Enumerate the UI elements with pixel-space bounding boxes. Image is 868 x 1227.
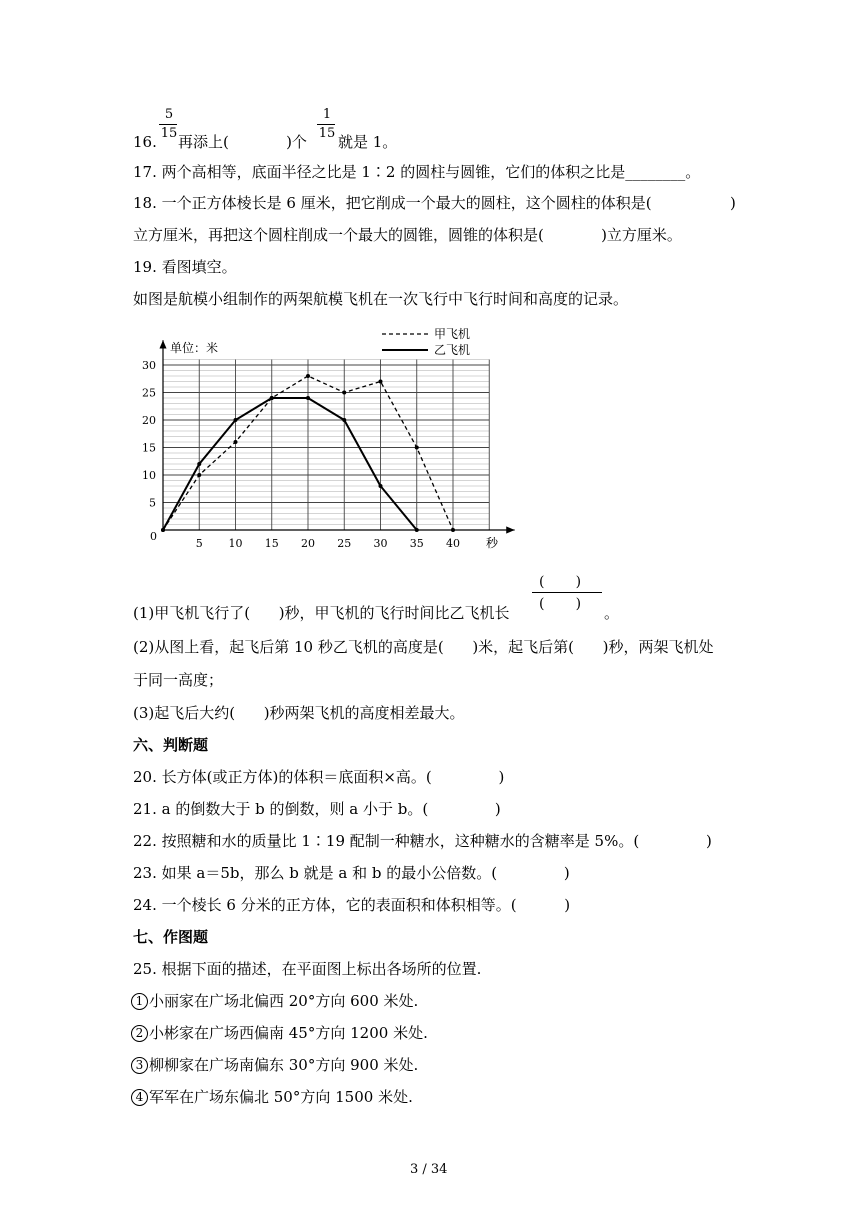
- q16-text-c: 就是 1。: [338, 133, 398, 151]
- series-point-1: [234, 440, 238, 444]
- y-tick-label: 20: [142, 414, 156, 427]
- chart-tick-labels: [142, 359, 460, 550]
- q19-3-question: (3)起飞后大约( )秒两架飞机的高度相差最大。: [133, 704, 465, 722]
- series-point-1: [451, 528, 455, 532]
- q25-question: 25. 根据下面的描述，在平面图上标出各场所的位置.: [133, 960, 482, 978]
- q24-question: 24. 一个棱长 6 分米的正方体，它的表面积和体积相等。( ): [133, 896, 571, 914]
- series-point-2: [342, 418, 346, 422]
- y-tick-label: 15: [142, 441, 156, 455]
- series-point-2: [161, 528, 165, 532]
- legend-label-2: 乙飞机: [434, 343, 471, 357]
- q25-item-4: 4 军军在广场东偏北 50°方向 1500 米处.: [131, 1087, 413, 1107]
- series-point-1: [342, 391, 346, 395]
- q23-question: 23. 如果 a＝5b，那么 b 就是 a 和 b 的最小公倍数。( ): [133, 864, 570, 882]
- q19-2-question-line1: (2)从图上看，起飞后第 10 秒乙飞机的高度是( )米，起飞后第( )秒，两架飞机处: [133, 638, 714, 656]
- q17-question: 17. 两个高相等，底面半径之比是 1∶2 的圆柱与圆锥，它们的体积之比是________。: [133, 163, 701, 181]
- q21-question: 21. a 的倒数大于 b 的倒数，则 a 小于 b。( ): [133, 800, 501, 818]
- series-point-1: [415, 446, 419, 450]
- chart-origin-label: 0: [150, 530, 157, 543]
- y-tick-label: 5: [149, 496, 156, 510]
- flight-chart: [130, 320, 550, 550]
- q18-paren-close: ): [730, 194, 736, 212]
- chart-axes: [163, 340, 515, 530]
- legend-label-1: 甲飞机: [434, 327, 471, 341]
- circled-number-3: 3: [131, 1057, 148, 1074]
- series-point-2: [234, 418, 238, 422]
- q22-question: 22. 按照糖和水的质量比 1∶19 配制一种糖水，这种糖水的含糖率是 5%。( ): [133, 832, 712, 850]
- q16-fraction2-bar: [317, 124, 335, 125]
- q19-1-fraction-bar: [532, 592, 602, 593]
- y-tick-label: 30: [142, 359, 156, 372]
- series-point-2: [415, 528, 419, 532]
- q20-question: 20. 长方体(或正方体)的体积＝底面积×高。( ): [133, 768, 505, 786]
- x-tick-label: 15: [264, 537, 279, 550]
- q25-item-2: 2 小彬家在广场西偏南 45°方向 1200 米处.: [131, 1023, 428, 1043]
- x-tick-label: 20: [301, 537, 315, 550]
- page-number: 3 / 34: [410, 1162, 448, 1177]
- q19-1-end: 。: [604, 604, 620, 622]
- q18-question-line2: 立方厘米，再把这个圆柱削成一个最大的圆锥，圆锥的体积是( )立方厘米。: [133, 226, 682, 244]
- x-tick-label: 5: [195, 537, 203, 550]
- q25-item-1: 1 小丽家在广场北偏西 20°方向 600 米处.: [131, 991, 418, 1011]
- q18-question-line1: 18. 一个正方体棱长是 6 厘米，把它削成一个最大的圆柱，这个圆柱的体积是(: [133, 194, 652, 212]
- series-point-2: [306, 396, 310, 400]
- circled-number-1: 1: [131, 993, 148, 1010]
- series-point-2: [270, 396, 274, 400]
- q19-1-question: (1)甲飞机飞行了( )秒，甲飞机的飞行时间比乙飞机长: [133, 604, 510, 622]
- q16-text-a: 再添上( )个: [178, 133, 307, 151]
- chart-grid: [163, 360, 489, 531]
- x-tick-label: 10: [228, 537, 243, 550]
- q19-1-fraction-numerator: ( ): [539, 574, 582, 590]
- q16-fraction2-numerator: 1: [322, 107, 332, 122]
- q16-fraction1-bar: [159, 124, 177, 125]
- q25-item-3: 3 柳柳家在广场南偏东 30°方向 900 米处.: [131, 1055, 418, 1075]
- series-point-1: [379, 380, 383, 384]
- chart-unit-label: 单位：米: [170, 341, 219, 355]
- series-point-1: [306, 374, 310, 378]
- x-tick-label: 30: [373, 537, 388, 550]
- q19-1-fraction-denominator: ( ): [539, 596, 582, 612]
- q19-2-question-line2: 于同一高度；: [133, 671, 224, 689]
- series-point-1: [197, 473, 201, 477]
- q16-fraction2-denominator: 15: [318, 126, 336, 141]
- x-tick-label: 40: [446, 537, 460, 550]
- q19-question: 19. 看图填空。: [133, 258, 237, 276]
- series-point-2: [197, 462, 201, 466]
- y-tick-label: 10: [142, 469, 156, 482]
- section-7-heading: 七、作图题: [133, 928, 209, 946]
- section-6-heading: 六、判断题: [133, 736, 209, 754]
- series-point-2: [379, 484, 383, 488]
- circled-number-2: 2: [131, 1025, 148, 1042]
- q19-description: 如图是航模小组制作的两架航模飞机在一次飞行中飞行时间和高度的记录。: [133, 290, 629, 308]
- q16-number: 16.: [133, 133, 157, 151]
- q16-fraction1-numerator: 5: [164, 107, 174, 122]
- q16-fraction1-denominator: 15: [160, 126, 178, 141]
- circled-number-4: 4: [131, 1089, 148, 1106]
- y-tick-label: 25: [142, 386, 156, 400]
- x-tick-label: 25: [337, 537, 352, 550]
- chart-x-unit-label: 秒: [486, 536, 499, 550]
- x-tick-label: 35: [409, 537, 424, 550]
- chart-legend: [382, 326, 470, 357]
